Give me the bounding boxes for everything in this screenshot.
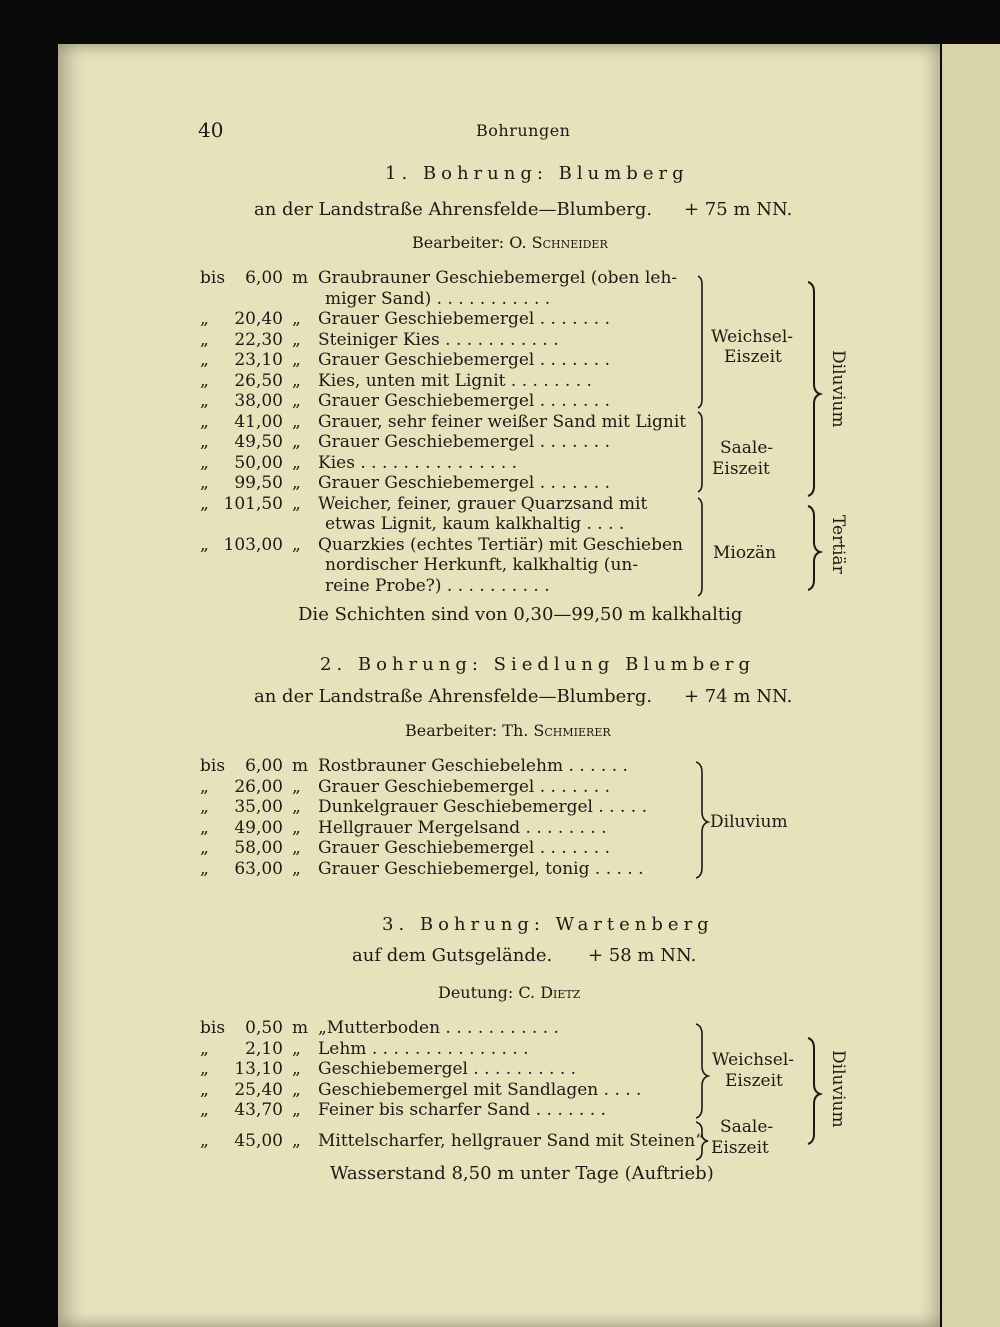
depth-unit: „	[292, 329, 301, 350]
layer-description: Geschiebemergel . . . . . . . . . .	[318, 1059, 577, 1079]
depth-value: 23,10	[234, 350, 283, 370]
depth-unit: „	[292, 432, 301, 452]
depth-value: 22,30	[234, 329, 283, 350]
group-label-weichsel: Weichsel-	[712, 1050, 795, 1070]
layer-description: reine Probe?) . . . . . . . . . .	[325, 575, 550, 596]
layer-description: Grauer Geschiebemergel . . . . . . .	[318, 391, 610, 411]
section-1-location: an der Landstraße Ahrensfelde—Blumberg.	[254, 199, 653, 220]
depth-prefix: „	[200, 1059, 209, 1079]
depth-prefix: „	[200, 838, 209, 858]
depth-prefix: „	[200, 329, 209, 350]
layer-description: Grauer Geschiebemergel . . . . . . .	[318, 776, 610, 797]
depth-prefix: „	[200, 1038, 209, 1059]
layer-description: Grauer, sehr feiner weißer Sand mit Lignit	[318, 411, 687, 432]
depth-unit: „	[292, 493, 301, 514]
section-3-author: Deutung: C. Dietz	[438, 983, 581, 1002]
depth-prefix: „	[200, 797, 209, 817]
depth-prefix: „	[200, 1130, 209, 1151]
depth-prefix: „	[200, 817, 209, 838]
section-1-braces	[692, 272, 712, 612]
outer-label-diluvium: Diluvium	[828, 350, 848, 428]
group-label-saale: Saale-	[720, 438, 774, 458]
depth-unit: „	[292, 411, 301, 432]
depth-unit: „	[292, 452, 301, 473]
layer-description: Feiner bis scharfer Sand . . . . . . .	[318, 1100, 606, 1120]
depth-value: 101,50	[223, 493, 283, 514]
depth-prefix: „	[200, 309, 209, 329]
depth-prefix: bis	[200, 756, 226, 776]
depth-prefix: „	[200, 452, 209, 473]
layer-description: Grauer Geschiebemergel . . . . . . .	[318, 838, 610, 858]
group-label-eiszeit: Eiszeit	[712, 459, 770, 479]
depth-value: 0,50	[245, 1018, 283, 1038]
depth-unit: „	[292, 1100, 301, 1120]
layer-description: Grauer Geschiebemergel . . . . . . .	[318, 473, 610, 493]
depth-prefix: „	[200, 391, 209, 411]
layer-description: Graubrauner Geschiebemergel (oben leh-	[318, 268, 678, 288]
group-label-eiszeit: Eiszeit	[724, 347, 782, 367]
section-3-outer-brace	[802, 1036, 826, 1148]
depth-prefix: bis	[200, 268, 226, 288]
page-number: 40	[198, 118, 224, 142]
layer-description: etwas Lignit, kaum kalkhaltig . . . .	[325, 514, 625, 534]
depth-value: 43,70	[234, 1100, 283, 1120]
depth-prefix: „	[200, 411, 209, 432]
depth-value: 103,00	[223, 534, 283, 555]
section-2-author: Bearbeiter: Th. Schmierer	[405, 721, 611, 740]
layer-description: Mittelscharfer, hellgrauer Sand mit Steinen“	[318, 1130, 704, 1151]
depth-value: 6,00	[245, 756, 283, 776]
depth-prefix: „	[200, 776, 209, 797]
section-3-braces	[692, 1022, 712, 1162]
group-label-miozaen: Miozän	[713, 543, 777, 563]
section-2-title: 2. Bohrung: Siedlung Blumberg	[320, 654, 756, 675]
depth-value: 49,00	[234, 817, 283, 838]
depth-prefix: bis	[200, 1018, 226, 1038]
layer-description: Lehm . . . . . . . . . . . . . . .	[318, 1038, 529, 1059]
depth-prefix: „	[200, 1079, 209, 1100]
depth-unit: „	[292, 350, 301, 370]
depth-prefix: „	[200, 432, 209, 452]
depth-unit: „	[292, 391, 301, 411]
depth-value: 35,00	[234, 797, 283, 817]
layer-description: Rostbrauner Geschiebelehm . . . . . .	[318, 756, 628, 776]
layer-description: Geschiebemergel mit Sandlagen . . . .	[318, 1079, 642, 1100]
depth-unit: „	[292, 309, 301, 329]
section-2-location: an der Landstraße Ahrensfelde—Blumberg.	[254, 686, 653, 707]
section-2-brace	[692, 760, 712, 880]
depth-unit: „	[292, 776, 301, 797]
depth-value: 58,00	[234, 838, 283, 858]
depth-prefix: „	[200, 473, 209, 493]
section-3-note: Wasserstand 8,50 m unter Tage (Auftrieb)	[330, 1163, 714, 1184]
layer-description: „Mutterboden . . . . . . . . . . .	[318, 1018, 559, 1038]
depth-unit: „	[292, 473, 301, 493]
outer-label-tertiaer: Tertiär	[828, 515, 848, 574]
layer-description: Grauer Geschiebemergel . . . . . . .	[318, 432, 610, 452]
layer-description: nordischer Herkunft, kalkhaltig (un-	[325, 555, 639, 575]
depth-unit: „	[292, 797, 301, 817]
depth-value: 6,00	[245, 268, 283, 288]
depth-unit: „	[292, 838, 301, 858]
layer-description: Kies . . . . . . . . . . . . . . .	[318, 452, 518, 473]
layer-description: Dunkelgrauer Geschiebemergel . . . . .	[318, 797, 648, 817]
group-label-eiszeit: Eiszeit	[725, 1071, 783, 1091]
depth-unit: „	[292, 1038, 301, 1059]
outer-label-diluvium: Diluvium	[828, 1050, 848, 1128]
depth-prefix: „	[200, 350, 209, 370]
layer-description: Grauer Geschiebemergel . . . . . . .	[318, 309, 610, 329]
depth-unit: m	[292, 1018, 309, 1038]
depth-unit: „	[292, 1130, 301, 1151]
layer-description: Quarzkies (echtes Tertiär) mit Geschieben	[318, 534, 684, 555]
depth-unit: „	[292, 370, 301, 391]
group-label-diluvium: Diluvium	[710, 812, 788, 832]
section-1-author: Bearbeiter: O. Schneider	[412, 233, 608, 252]
group-label-weichsel: Weichsel-	[711, 327, 794, 347]
depth-unit: „	[292, 534, 301, 555]
depth-unit: „	[292, 1079, 301, 1100]
depth-unit: m	[292, 756, 309, 776]
section-1-title: 1. Bohrung: Blumberg	[385, 163, 689, 184]
depth-value: 26,50	[234, 370, 283, 391]
layer-description: Weicher, feiner, grauer Quarzsand mit	[318, 493, 648, 514]
layer-description: miger Sand) . . . . . . . . . . .	[325, 288, 551, 309]
depth-value: 20,40	[234, 309, 283, 329]
depth-value: 26,00	[234, 776, 283, 797]
layer-description: Kies, unten mit Lignit . . . . . . . .	[318, 370, 592, 391]
depth-value: 41,00	[234, 411, 283, 432]
section-3-title: 3. Bohrung: Wartenberg	[382, 914, 714, 935]
group-label-saale: Saale-	[720, 1117, 774, 1137]
depth-value: 45,00	[234, 1130, 283, 1151]
depth-unit: „	[292, 858, 301, 879]
depth-unit: „	[292, 1059, 301, 1079]
depth-value: 49,50	[234, 432, 283, 452]
facing-page-edge	[942, 44, 1000, 1327]
section-3-elevation: + 58 m NN.	[588, 945, 697, 966]
layer-description: Steiniger Kies . . . . . . . . . . .	[318, 329, 559, 350]
depth-value: 99,50	[234, 473, 283, 493]
section-1-elevation: + 75 m NN.	[684, 199, 793, 220]
section-1-outer-braces	[802, 280, 826, 600]
depth-value: 63,00	[234, 858, 283, 879]
depth-prefix: „	[200, 493, 209, 514]
depth-prefix: „	[200, 858, 209, 879]
depth-prefix: „	[200, 1100, 209, 1120]
layer-description: Grauer Geschiebemergel . . . . . . .	[318, 350, 610, 370]
depth-value: 50,00	[234, 452, 283, 473]
group-label-eiszeit: Eiszeit	[711, 1138, 769, 1158]
depth-prefix: „	[200, 370, 209, 391]
depth-prefix: „	[200, 534, 209, 555]
depth-unit: m	[292, 268, 309, 288]
layer-description: Hellgrauer Mergelsand . . . . . . . .	[318, 817, 607, 838]
layer-description: Grauer Geschiebemergel, tonig . . . . .	[318, 858, 644, 879]
section-3-location: auf dem Gutsgelände.	[352, 945, 553, 966]
depth-value: 25,40	[234, 1079, 283, 1100]
section-2-elevation: + 74 m NN.	[684, 686, 793, 707]
depth-unit: „	[292, 817, 301, 838]
section-1-note: Die Schichten sind von 0,30—99,50 m kalkhaltig	[298, 604, 743, 625]
depth-value: 38,00	[234, 391, 283, 411]
running-head: Bohrungen	[476, 121, 571, 140]
depth-value: 2,10	[245, 1038, 283, 1059]
depth-value: 13,10	[234, 1059, 283, 1079]
